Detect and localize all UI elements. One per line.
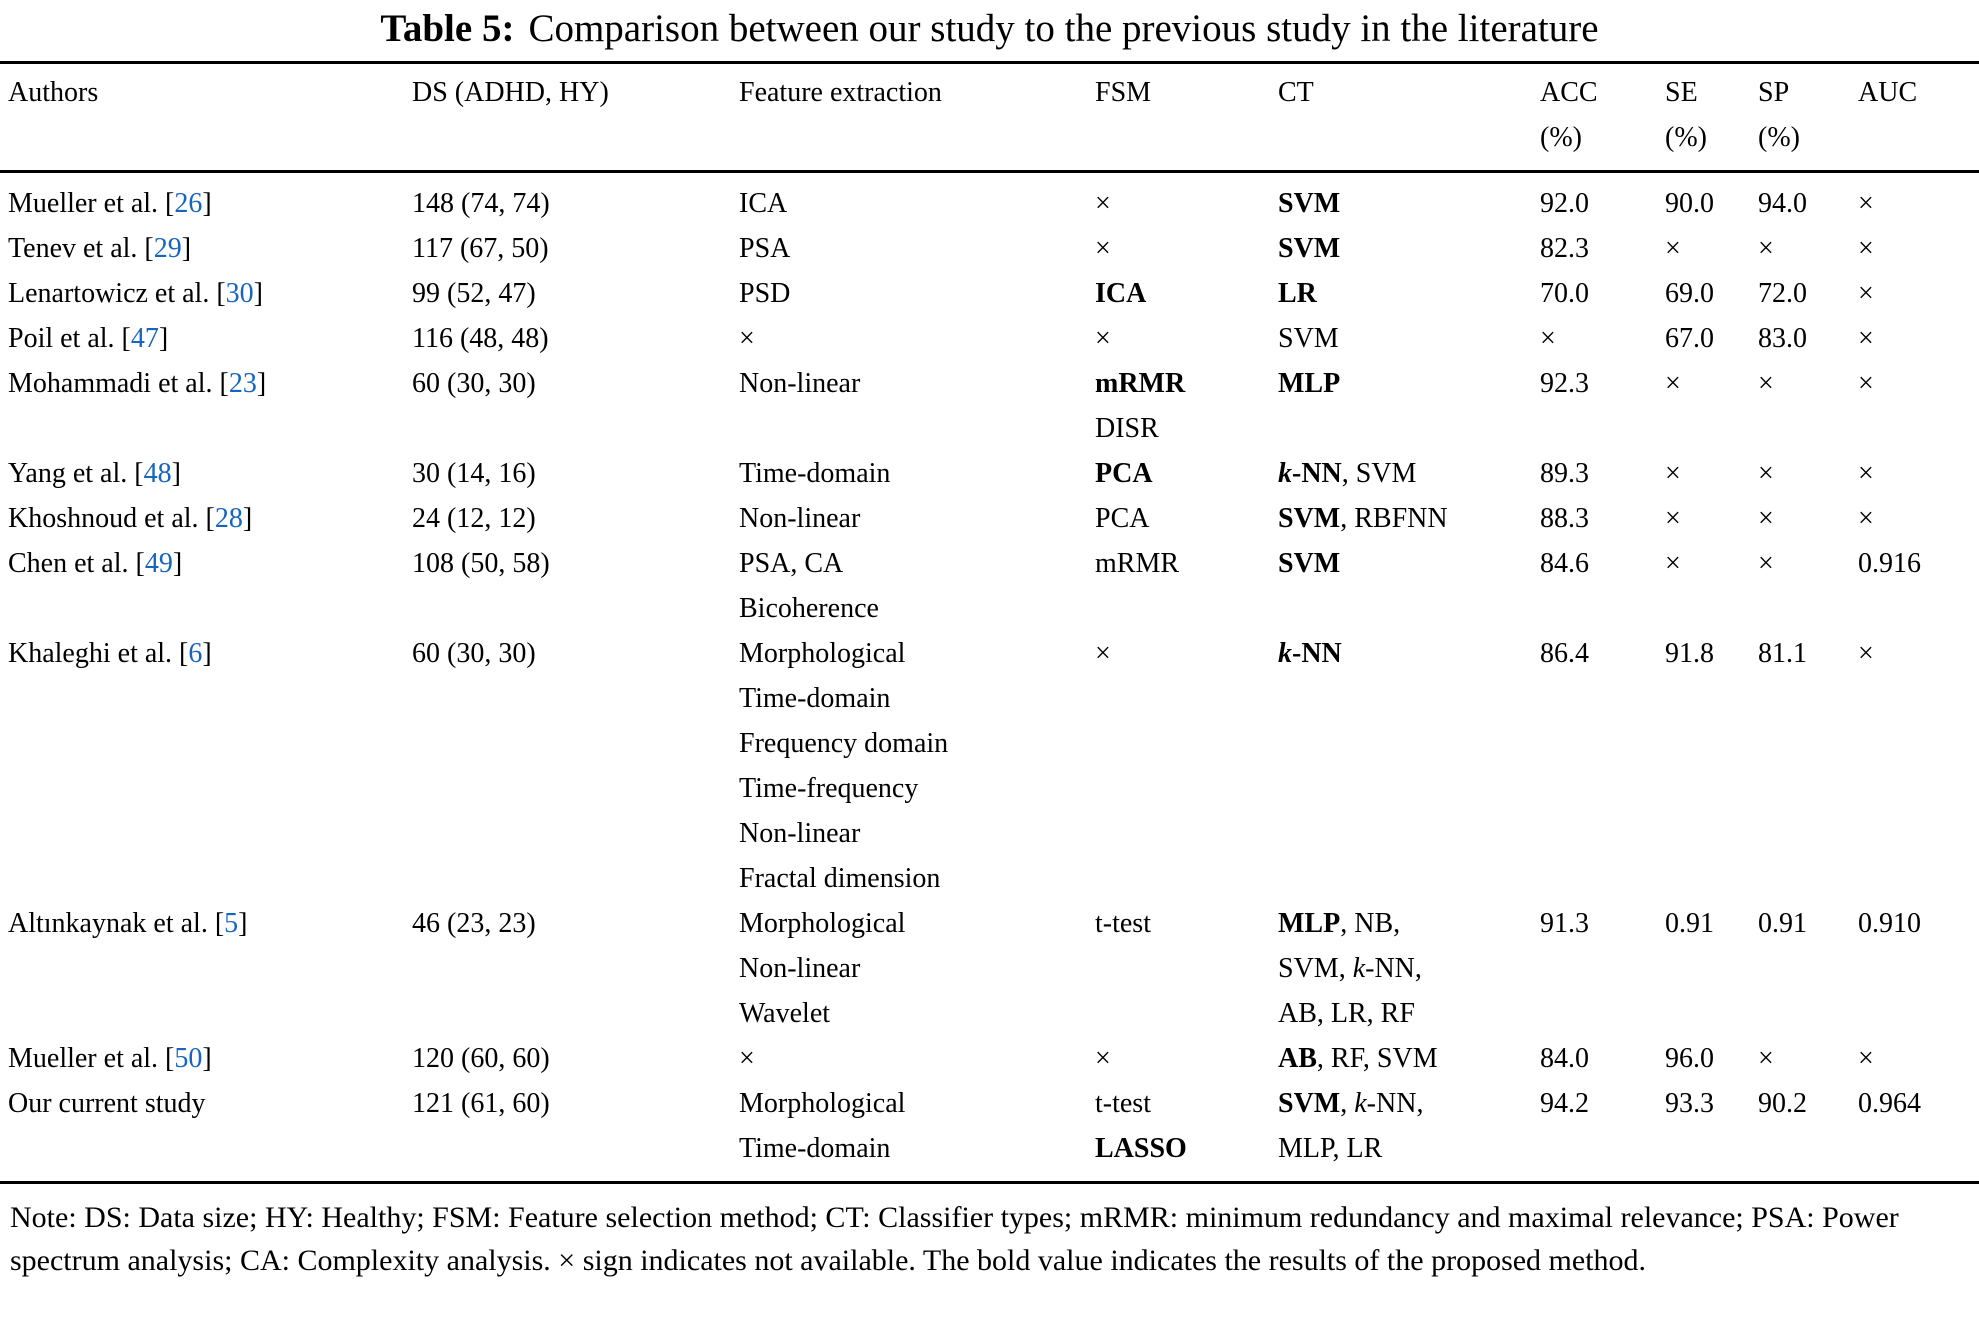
citation-link[interactable]: 28 [214,503,243,534]
citation-link[interactable]: 6 [188,638,203,669]
cell-feature: Morphological Time-domain Frequency domain Time-frequency Non-linear Fractal dimension [739,638,949,894]
cell-sp: × [1758,548,1774,579]
cell-authors: Mueller et al. [50] [8,1043,212,1074]
table-row [0,1081,1979,1183]
cell-auc: 0.910 [1858,908,1921,939]
cell-sp: 94.0 [1758,188,1807,219]
cell-ds: 108 (50, 58) [412,548,550,579]
cell-fsm: mRMR DISR [1095,368,1186,444]
column-header-sp: SP (%) [1758,77,1800,153]
table-row [0,496,1979,541]
cell-sp: 83.0 [1758,323,1807,354]
cell-fsm: ICA [1095,278,1147,309]
cell-se: 67.0 [1665,323,1714,354]
cell-se: × [1665,458,1681,489]
cell-auc: × [1858,188,1874,219]
column-header-fsm: FSM [1095,77,1152,108]
cell-fsm: mRMR [1095,548,1180,579]
cell-se: 0.91 [1665,908,1714,939]
cell-sp: 72.0 [1758,278,1807,309]
cell-ds: 24 (12, 12) [412,503,536,534]
citation-link[interactable]: 5 [224,908,239,939]
cell-authors: Lenartowicz et al. [30] [8,278,263,309]
cell-authors: Tenev et al. [29] [8,233,192,264]
cell-auc: × [1858,458,1874,489]
cell-se: × [1665,233,1681,264]
cell-auc: × [1858,368,1874,399]
cell-sp: 81.1 [1758,638,1807,669]
cell-ds: 60 (30, 30) [412,638,536,669]
cell-acc: 70.0 [1540,278,1589,309]
cell-se: 91.8 [1665,638,1714,669]
table-row [0,172,1979,227]
column-header-auc: AUC [1858,77,1918,108]
table-caption-text: Comparison between our study to the previous study in the literature [528,7,1599,50]
cell-se: 93.3 [1665,1088,1714,1119]
cell-ct: SVM [1278,188,1341,219]
table-row [0,361,1979,451]
citation-link[interactable]: 23 [228,368,257,399]
cell-acc: 88.3 [1540,503,1589,534]
cell-acc: 94.2 [1540,1088,1589,1119]
table-caption [0,0,1979,61]
cell-se: 69.0 [1665,278,1714,309]
cell-authors: Chen et al. [49] [8,548,183,579]
cell-authors: Mueller et al. [26] [8,188,212,219]
cell-fsm: t-test LASSO [1095,1088,1187,1164]
cell-feature: Morphological Non-linear Wavelet [739,908,906,1029]
cell-ct: SVM, RBFNN [1278,503,1448,534]
table-row [0,1036,1979,1081]
cell-acc: 84.0 [1540,1043,1589,1074]
cell-sp: × [1758,1043,1774,1074]
cell-authors: Khaleghi et al. [6] [8,638,212,669]
cell-fsm: × [1095,323,1111,354]
cell-acc: 89.3 [1540,458,1589,489]
cell-se: 90.0 [1665,188,1714,219]
column-header-se: SE (%) [1665,77,1707,153]
cell-ct: k-NN, SVM [1278,458,1417,489]
cell-auc: × [1858,323,1874,354]
table-row [0,451,1979,496]
cell-acc: 91.3 [1540,908,1589,939]
cell-auc: × [1858,1043,1874,1074]
cell-authors: Yang et al. [48] [8,458,181,489]
cell-auc: × [1858,503,1874,534]
cell-ct: MLP [1278,368,1341,399]
cell-feature: ICA [739,188,788,219]
cell-ct: SVM, k-NN, MLP, LR [1278,1088,1424,1164]
cell-ds: 148 (74, 74) [412,188,550,219]
cell-sp: × [1758,458,1774,489]
cell-sp: × [1758,233,1774,264]
cell-auc: × [1858,638,1874,669]
table-note: Note: DS: Data size; HY: Healthy; FSM: Feature selection method; CT: Classifier types; mRMR: minimum redundancy and maximal relevance; PSA: Power spectrum analysis; CA: Complexity analysis. × sign indicates not available. The bold value indicates the results of the proposed method. [10,1201,1899,1277]
table-body [0,172,1979,1183]
table-caption-label: Table 5: [380,7,515,50]
cell-ds: 121 (61, 60) [412,1088,550,1119]
cell-ds: 116 (48, 48) [412,323,549,354]
comparison-table [0,61,1979,1184]
cell-feature: PSD [739,278,791,309]
table-row [0,226,1979,271]
cell-ds: 30 (14, 16) [412,458,536,489]
cell-fsm: PCA [1095,458,1153,489]
cell-authors: Our current study [8,1088,206,1119]
cell-ct: SVM [1278,548,1341,579]
header-row [0,63,1979,172]
cell-se: × [1665,503,1681,534]
table-row [0,541,1979,631]
column-header-ct: CT [1278,77,1314,108]
cell-sp: × [1758,368,1774,399]
citation-link[interactable]: 26 [174,188,203,219]
cell-se: × [1665,548,1681,579]
cell-feature: Non-linear [739,368,861,399]
table-row [0,271,1979,316]
column-header-ds: DS (ADHD, HY) [412,77,609,108]
column-header-authors: Authors [8,77,99,108]
cell-feature: × [739,1043,755,1074]
cell-authors: Altınkaynak et al. [5] [8,908,248,939]
cell-acc: × [1540,323,1556,354]
cell-feature: Morphological Time-domain [739,1088,906,1164]
cell-ct: k-NN [1278,638,1342,669]
cell-auc: × [1858,278,1874,309]
cell-sp: × [1758,503,1774,534]
citation-link[interactable]: 29 [153,233,182,264]
cell-fsm: × [1095,188,1111,219]
cell-feature: PSA, CA Bicoherence [739,548,879,624]
column-header-feature: Feature extraction [739,77,942,108]
cell-sp: 0.91 [1758,908,1807,939]
cell-acc: 84.6 [1540,548,1589,579]
cell-fsm: × [1095,638,1111,669]
cell-acc: 92.0 [1540,188,1589,219]
cell-ds: 60 (30, 30) [412,368,536,399]
cell-ds: 46 (23, 23) [412,908,536,939]
cell-feature: Time-domain [739,458,891,489]
cell-auc: 0.916 [1858,548,1921,579]
cell-ct: SVM [1278,323,1339,354]
cell-acc: 86.4 [1540,638,1589,669]
cell-fsm: t-test [1095,908,1151,939]
cell-ct: SVM [1278,233,1341,264]
cell-ct: AB, RF, SVM [1278,1043,1438,1074]
cell-fsm: × [1095,1043,1111,1074]
cell-acc: 92.3 [1540,368,1589,399]
citation-link[interactable]: 49 [144,548,173,579]
cell-se: 96.0 [1665,1043,1714,1074]
cell-ct: LR [1278,278,1317,309]
cell-feature: PSA [739,233,791,264]
cell-auc: 0.964 [1858,1088,1921,1119]
cell-authors: Khoshnoud et al. [28] [8,503,253,534]
citation-link[interactable]: 48 [143,458,172,489]
cell-ct: MLP, NB, SVM, k-NN, AB, LR, RF [1278,908,1422,1029]
column-header-acc: ACC (%) [1540,77,1598,153]
cell-ds: 99 (52, 47) [412,278,536,309]
cell-authors: Poil et al. [47] [8,323,169,354]
citation-link[interactable]: 50 [174,1043,203,1074]
cell-authors: Mohammadi et al. [23] [8,368,267,399]
cell-fsm: × [1095,233,1111,264]
cell-auc: × [1858,233,1874,264]
cell-ds: 120 (60, 60) [412,1043,550,1074]
cell-feature: × [739,323,755,354]
table-row [0,901,1979,1036]
cell-acc: 82.3 [1540,233,1589,264]
table-row [0,631,1979,901]
cell-se: × [1665,368,1681,399]
citation-link[interactable]: 30 [225,278,254,309]
cell-sp: 90.2 [1758,1088,1807,1119]
table-row [0,316,1979,361]
citation-link[interactable]: 47 [130,323,159,354]
cell-feature: Non-linear [739,503,861,534]
cell-ds: 117 (67, 50) [412,233,549,264]
cell-fsm: PCA [1095,503,1150,534]
